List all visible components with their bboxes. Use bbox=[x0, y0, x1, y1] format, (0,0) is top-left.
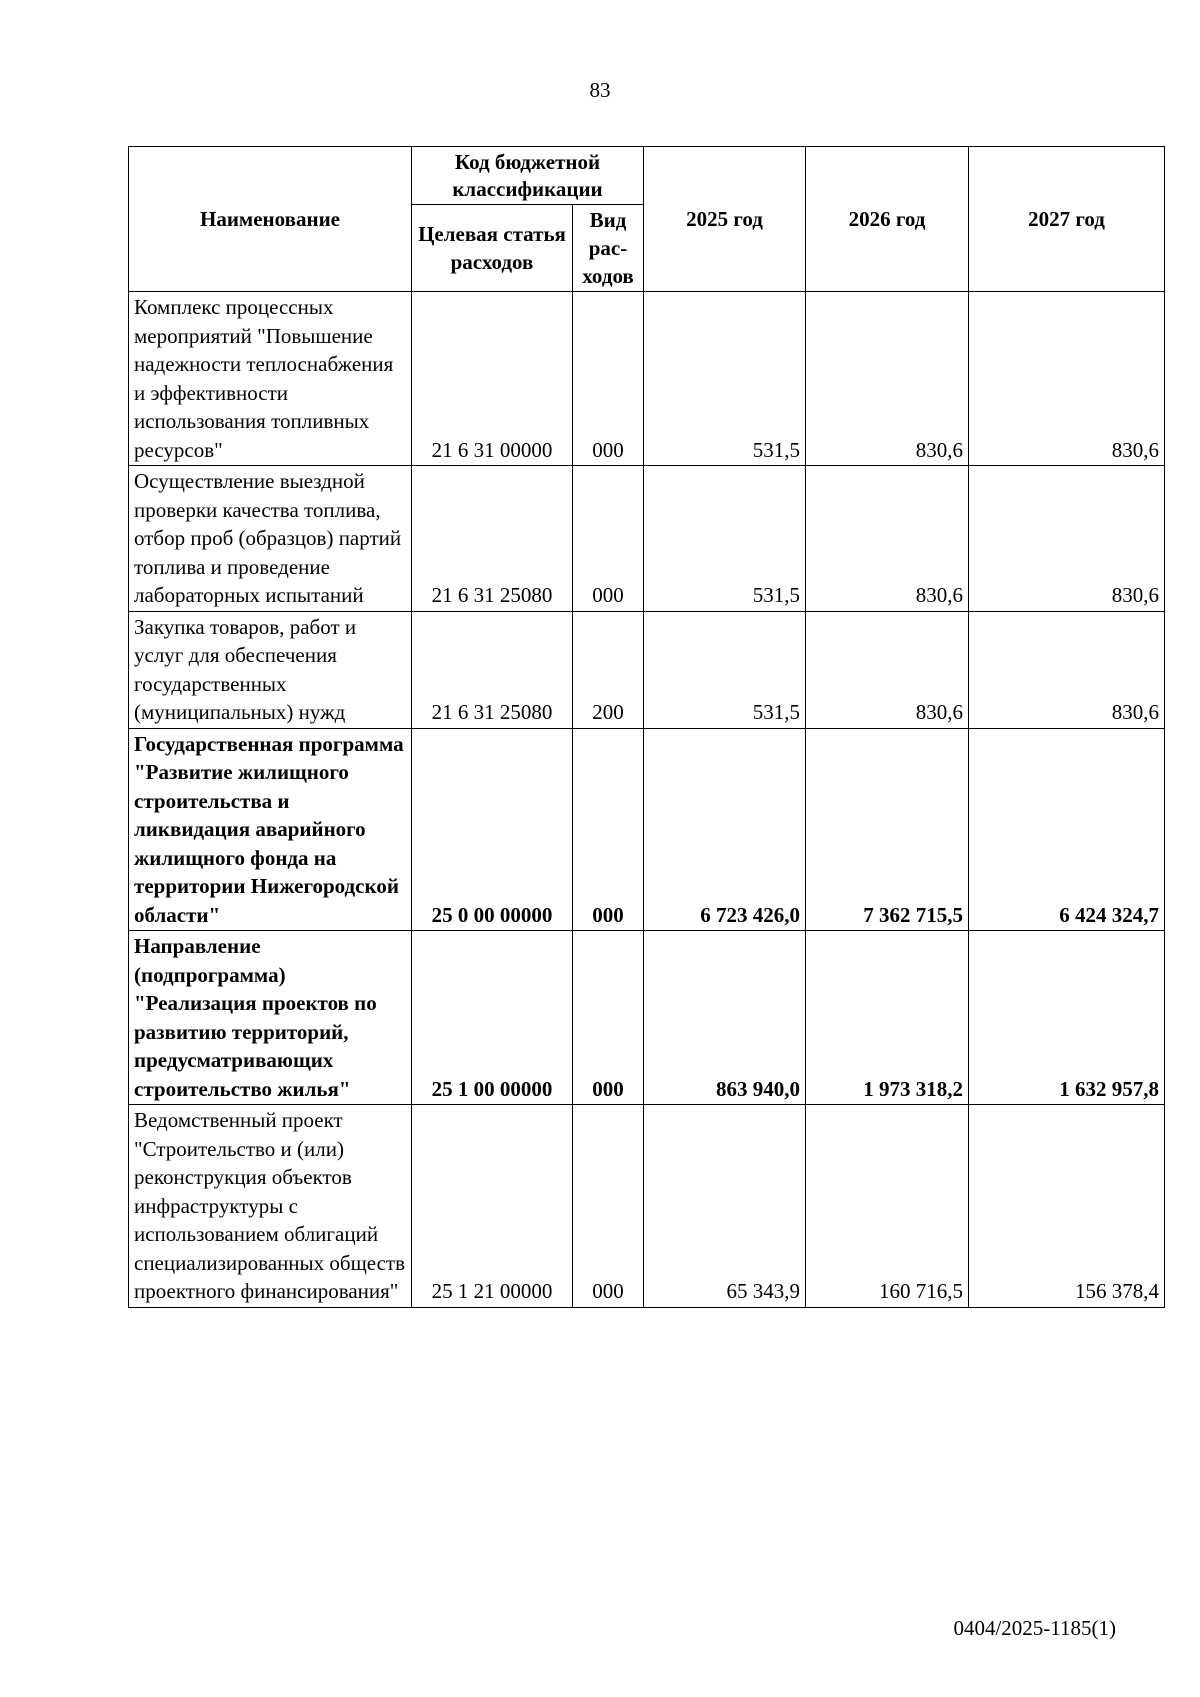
row-value-2025: 531,5 bbox=[644, 611, 806, 728]
row-target-article: 25 0 00 00000 bbox=[412, 728, 573, 931]
header-code-group: Код бюджетной классификации bbox=[412, 147, 644, 205]
row-value-2026: 830,6 bbox=[806, 292, 969, 466]
table-row bbox=[129, 931, 1165, 1105]
header-2025: 2025 год bbox=[644, 147, 806, 292]
row-value-2027: 830,6 bbox=[969, 292, 1165, 466]
row-name: Государственная программа "Развитие жилищного строительства и ликвидация аварийного жилищного фонда на территории Нижегородской области" bbox=[129, 728, 412, 931]
row-value-2025: 6 723 426,0 bbox=[644, 728, 806, 931]
row-value-2027: 830,6 bbox=[969, 466, 1165, 612]
row-value-2025: 531,5 bbox=[644, 466, 806, 612]
header-name: Наименование bbox=[129, 147, 412, 292]
budget-table bbox=[128, 146, 1165, 1308]
page-number: 83 bbox=[589, 78, 611, 102]
row-value-2026: 160 716,5 bbox=[806, 1105, 969, 1308]
header-target-article: Целевая статья расходов bbox=[412, 205, 573, 292]
row-value-2027: 6 424 324,7 bbox=[969, 728, 1165, 931]
row-value-2027: 156 378,4 bbox=[969, 1105, 1165, 1308]
row-value-2026: 830,6 bbox=[806, 611, 969, 728]
row-expense-kind: 000 bbox=[573, 931, 644, 1105]
row-target-article: 21 6 31 00000 bbox=[412, 292, 573, 466]
table-header bbox=[129, 147, 1165, 292]
row-expense-kind: 000 bbox=[573, 728, 644, 931]
table-row bbox=[129, 1105, 1165, 1308]
row-value-2027: 1 632 957,8 bbox=[969, 931, 1165, 1105]
row-name: Закупка товаров, работ и услуг для обеспечения государственных (муниципальных) нужд bbox=[129, 611, 412, 728]
row-target-article: 25 1 00 00000 bbox=[412, 931, 573, 1105]
row-expense-kind: 000 bbox=[573, 292, 644, 466]
row-target-article: 21 6 31 25080 bbox=[412, 611, 573, 728]
header-2026: 2026 год bbox=[806, 147, 969, 292]
row-expense-kind: 000 bbox=[573, 466, 644, 612]
header-2027: 2027 год bbox=[969, 147, 1165, 292]
header-expense-kind: Вид рас-ходов bbox=[573, 205, 644, 292]
row-value-2025: 531,5 bbox=[644, 292, 806, 466]
row-expense-kind: 000 bbox=[573, 1105, 644, 1308]
row-target-article: 21 6 31 25080 bbox=[412, 466, 573, 612]
table-row bbox=[129, 292, 1165, 466]
row-name: Комплекс процессных мероприятий "Повышение надежности теплоснабжения и эффективности использования топливных ресурсов" bbox=[129, 292, 412, 466]
document-code: 0404/2025-1185(1) bbox=[953, 1616, 1116, 1640]
row-target-article: 25 1 21 00000 bbox=[412, 1105, 573, 1308]
row-expense-kind: 200 bbox=[573, 611, 644, 728]
table-row bbox=[129, 466, 1165, 612]
row-value-2027: 830,6 bbox=[969, 611, 1165, 728]
row-name: Осуществление выездной проверки качества топлива, отбор проб (образцов) партий топлива и проведение лабораторных испытаний bbox=[129, 466, 412, 612]
table-row bbox=[129, 728, 1165, 931]
row-value-2026: 1 973 318,2 bbox=[806, 931, 969, 1105]
row-name: Ведомственный проект "Строительство и (или) реконструкция объектов инфраструктуры с использованием облигаций специализированных обществ проектного финансирования" bbox=[129, 1105, 412, 1308]
row-name: Направление (подпрограмма) "Реализация проектов по развитию территорий, предусматривающих строительство жилья" bbox=[129, 931, 412, 1105]
row-value-2026: 7 362 715,5 bbox=[806, 728, 969, 931]
row-value-2026: 830,6 bbox=[806, 466, 969, 612]
table-row bbox=[129, 611, 1165, 728]
table-body bbox=[129, 292, 1165, 1308]
row-value-2025: 863 940,0 bbox=[644, 931, 806, 1105]
row-value-2025: 65 343,9 bbox=[644, 1105, 806, 1308]
